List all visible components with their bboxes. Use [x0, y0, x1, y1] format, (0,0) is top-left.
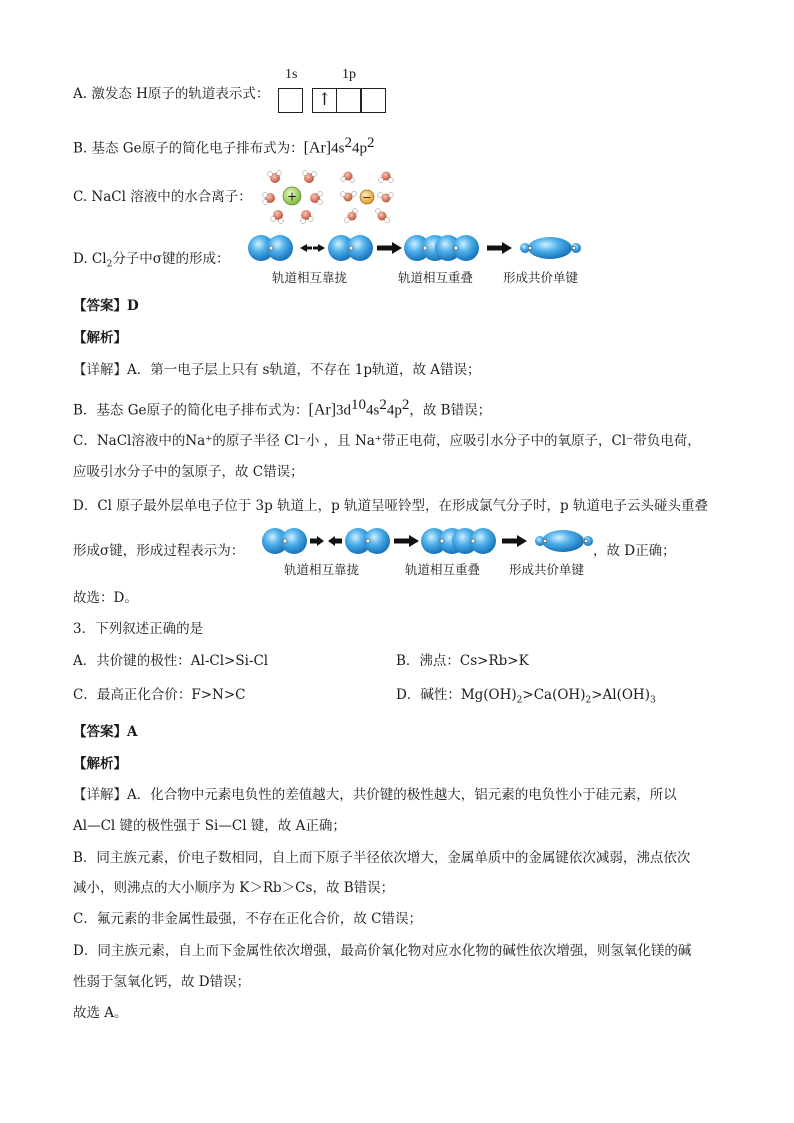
- q2-detail-d2-post: ，故 D正确；: [593, 543, 676, 559]
- minus-sign: −: [362, 191, 372, 204]
- q3-detail-a2: Al—Cl 键的极性强于 Si—Cl 键，故 A正确；: [73, 818, 346, 834]
- q2-jiexi: 【解析】: [73, 330, 127, 346]
- q2-choose: 故选：D。: [73, 590, 138, 606]
- hydrated-sodium-ion: [263, 171, 323, 224]
- q3-option-a: A．共价键的极性：Al-Cl>Si-Cl: [73, 653, 269, 669]
- orbitals-approaching: [248, 235, 293, 261]
- q3-detail-b2: 减小，则沸点的大小顺序为 K＞Rb＞Cs，故 B错误；: [73, 880, 395, 896]
- option-c-text: C. NaCl 溶液中的水合离子：: [73, 189, 252, 205]
- option-d-text: D. $Cl_2$分子中σ键的形成：: [73, 251, 230, 270]
- q3-detail-b1: B．同主族元素，价电子数相同，自上而下原子半径依次增大，金属单质中的金属键依次减弱，沸点依次: [73, 850, 691, 866]
- q3-detail-a1: 【详解】A．化合物中元素电负性的差值越大，共价键的极性越大，铝元素的电负性小于硅元素，所以: [73, 787, 677, 803]
- covalent-single-bond: [520, 237, 581, 259]
- q3-stem: 3．下列叙述正确的是: [73, 621, 204, 637]
- q2-answer: 【答案】D: [73, 298, 139, 314]
- q3-detail-d1: D．同主族元素，自上而下金属性依次增强，最高价氧化物对应水化物的碱性依次增强，则氢氧化镁的碱: [73, 943, 692, 959]
- caption-approach: 轨道相互靠拢: [272, 270, 348, 285]
- caption-bond: 形成共价单键: [503, 270, 579, 285]
- orbital-box-1p-2: [336, 88, 361, 113]
- q3-option-b: B．沸点：Cs>Rb>K: [396, 653, 529, 669]
- hydrated-chloride-ion: [341, 172, 394, 223]
- q3-choose: 故选 A。: [73, 1005, 128, 1021]
- caption2-approach: 轨道相互靠拢: [284, 562, 360, 577]
- sigma-bond-diagram-2: [258, 525, 593, 557]
- q3-answer: 【答案】A: [73, 724, 138, 740]
- orbital-box-1s: [278, 88, 303, 113]
- q2-detail-d1: D．Cl 原子最外层单电子位于 3p 轨道上，p 轨道呈哑铃型，在形成氯气分子时，p 轨道电子云头碰头重叠: [73, 498, 708, 514]
- orbital-box-1p-3: [361, 88, 386, 113]
- q2-detail-a: 【详解】A．第一电子层上只有 s轨道，不存在 1p轨道，故 A错误；: [73, 362, 481, 378]
- orbital-box-1p-1: ↑: [312, 88, 337, 113]
- caption-overlap: 轨道相互重叠: [398, 270, 474, 285]
- option-b-text: B. 基态 Ge原子的简化电子排布式为：$[Ar]4s^24p^2$: [73, 135, 375, 157]
- plus-sign: +: [286, 189, 298, 204]
- option-a-text: A. 激发态 H原子的轨道表示式：: [73, 86, 270, 102]
- q3-detail-d2: 性弱于氢氧化钙，故 D错误；: [73, 974, 251, 990]
- orbital-label-1s: 1s: [285, 67, 298, 82]
- orbitals-overlapping: [404, 235, 479, 261]
- caption2-bond: 形成共价单键: [509, 562, 585, 577]
- caption2-overlap: 轨道相互重叠: [405, 562, 481, 577]
- hydrated-ions-illustration: [262, 168, 397, 226]
- q2-detail-b: B．基态 Ge原子的简化电子排布式为：$[Ar]3d^{10}4s^24p^2$，故 B错误；: [73, 397, 492, 419]
- q2-detail-d2-pre: 形成σ键，形成过程表示为：: [73, 543, 245, 559]
- q2-detail-c1: C．NaCl溶液中的Na⁺的原子半径 Cl⁻小 ，且 Na⁺带正电荷，应吸引水分子中的氧原子，Cl⁻带负电荷，: [73, 433, 701, 449]
- q3-option-d: D．碱性：$Mg(OH)_2>Ca(OH)_2>Al(OH)_3$: [396, 687, 656, 706]
- orbitals-approaching-2: [328, 235, 373, 261]
- q2-detail-c2: 应吸引水分子中的氢原子，故 C错误；: [73, 464, 304, 480]
- orbital-label-1p: 1p: [342, 67, 356, 82]
- q3-detail-c: C．氟元素的非金属性最强，不存在正化合价，故 C错误；: [73, 911, 422, 927]
- sigma-bond-diagram: [244, 232, 589, 264]
- q3-jiexi: 【解析】: [73, 756, 127, 772]
- q3-option-c: C．最高正化合价：F>N>C: [73, 687, 246, 703]
